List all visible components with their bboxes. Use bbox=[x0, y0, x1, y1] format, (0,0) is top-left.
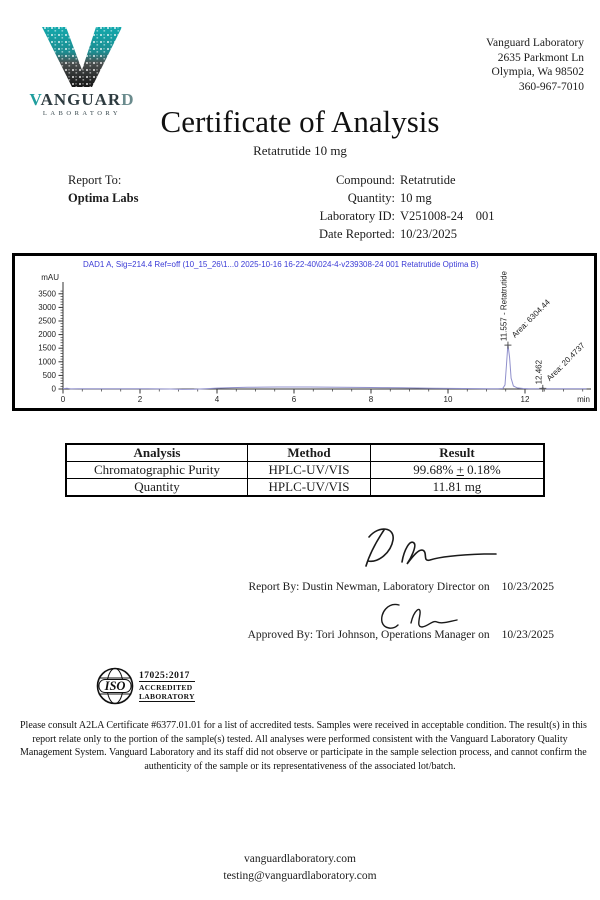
report-by-date: 10/23/2025 bbox=[501, 581, 554, 593]
info-label: Compound: bbox=[335, 173, 395, 187]
info-row-date bbox=[270, 225, 494, 243]
table-row bbox=[66, 462, 544, 479]
svg-text:4: 4 bbox=[214, 395, 220, 404]
peak-annotations bbox=[499, 270, 587, 391]
disclaimer-line: Management System. Vanguard Laboratory and its staff did not observe or participate in the sample selection process, and cannot confirm the bbox=[20, 747, 587, 759]
report-by-line bbox=[248, 581, 554, 593]
address-line: 2635 Parkmont Ln bbox=[497, 51, 584, 64]
disclaimer-line: authenticity of the sample or its representativeness of the associated lot/batch. bbox=[144, 760, 456, 772]
signal-trace bbox=[63, 344, 587, 389]
report-to-block bbox=[68, 171, 139, 207]
iso-accredited-label: ACCREDITED bbox=[139, 682, 193, 692]
svg-text:12: 12 bbox=[520, 395, 530, 404]
logo-letters: ANGUAR bbox=[40, 90, 122, 109]
svg-text:1000: 1000 bbox=[38, 357, 56, 367]
logo-sub-label: LABORATORY bbox=[42, 110, 122, 117]
svg-text:2500: 2500 bbox=[38, 316, 56, 326]
report-signature bbox=[352, 520, 502, 574]
results-table bbox=[65, 443, 545, 497]
info-label: Quantity: bbox=[347, 191, 395, 205]
footer-email: testing@vanguardlaboratory.com bbox=[223, 869, 377, 882]
cell-result: 11.81 mg bbox=[371, 479, 545, 497]
info-row-compound bbox=[270, 171, 494, 189]
svg-text:500: 500 bbox=[42, 370, 56, 380]
page-subtitle: Retatrutide 10 mg bbox=[253, 143, 347, 158]
col-header-analysis: Analysis bbox=[66, 444, 248, 462]
svg-text:2: 2 bbox=[137, 395, 143, 404]
info-label: Laboratory ID: bbox=[319, 209, 395, 223]
approved-by-line bbox=[248, 629, 554, 641]
sample-info bbox=[270, 171, 494, 243]
svg-text:0: 0 bbox=[60, 395, 66, 404]
peak-retention-label: 11.557 - Retatrutide bbox=[499, 270, 509, 342]
lab-address bbox=[486, 36, 584, 94]
iso-laboratory-label: LABORATORY bbox=[139, 691, 195, 701]
info-value: 10/23/2025 bbox=[400, 227, 457, 241]
cell-method: HPLC-UV/VIS bbox=[248, 462, 371, 479]
svg-text:2000: 2000 bbox=[38, 330, 56, 340]
info-row-quantity bbox=[270, 189, 494, 207]
table-header-row bbox=[66, 444, 544, 462]
svg-text:8: 8 bbox=[368, 395, 374, 404]
svg-text:0: 0 bbox=[51, 384, 56, 394]
address-line: Olympia, Wa 98502 bbox=[491, 66, 584, 78]
iso-globe-icon bbox=[95, 666, 135, 706]
table-row bbox=[66, 479, 544, 497]
disclaimer bbox=[20, 719, 587, 773]
cell-analysis: Chromatographic Purity bbox=[66, 462, 248, 479]
chromatogram-plot bbox=[15, 256, 594, 408]
col-header-method: Method bbox=[248, 444, 371, 462]
info-label: Date Reported: bbox=[318, 227, 395, 241]
approved-by-date: 10/23/2025 bbox=[501, 629, 554, 641]
report-to-label: Report To: bbox=[68, 173, 122, 187]
svg-text:ISO: ISO bbox=[104, 679, 126, 693]
cell-method: HPLC-UV/VIS bbox=[248, 479, 371, 497]
approved-by-text: Approved By: Tori Johnson, Operations Manager on bbox=[247, 629, 490, 641]
svg-text:1500: 1500 bbox=[38, 343, 56, 353]
x-axis-label: min bbox=[577, 395, 590, 404]
chromatogram-box bbox=[12, 253, 597, 411]
iso-standard: 17025:2017 bbox=[139, 671, 195, 682]
svg-text:3500: 3500 bbox=[38, 289, 56, 299]
info-value: Retatrutide bbox=[400, 173, 456, 187]
result-tolerance: 0.18% bbox=[463, 462, 501, 477]
address-phone: 360-967-7010 bbox=[518, 80, 584, 93]
report-by-text: Report By: Dustin Newman, Laboratory Director on bbox=[248, 581, 490, 593]
col-header-result: Result bbox=[371, 444, 545, 462]
result-value: 99.68% bbox=[413, 462, 457, 477]
peak-retention-label: 12.462 bbox=[534, 359, 544, 385]
cell-result bbox=[371, 462, 545, 479]
footer bbox=[0, 851, 600, 884]
svg-text:3000: 3000 bbox=[38, 302, 56, 312]
iso-text-block bbox=[139, 671, 195, 702]
logo-letter-d: D bbox=[121, 90, 135, 109]
y-axis-label: mAU bbox=[41, 273, 59, 282]
chromatogram-header: DAD1 A, Sig=214.4 Ref=off (10_15_26\1...0 2025-10-16 16-22-40\024-4-v239308-24 001 Retatrutide Optima B) bbox=[83, 260, 479, 269]
info-value: V251008-24 001 bbox=[400, 209, 495, 223]
cell-analysis: Quantity bbox=[66, 479, 248, 497]
disclaimer-line: report relate only to the portion of the sample(s) tested. All analyses were performed consistent with the Vanguard Laboratory Quality bbox=[32, 733, 568, 745]
peak-marker bbox=[504, 342, 511, 349]
svg-text:6: 6 bbox=[291, 395, 297, 404]
logo-v-icon bbox=[36, 26, 128, 88]
info-row-lab-id bbox=[270, 207, 494, 225]
peak-marker bbox=[539, 385, 546, 392]
info-value: 10 mg bbox=[400, 191, 432, 205]
footer-website: vanguardlaboratory.com bbox=[244, 853, 356, 865]
peak-area-label: Area: 6304.44 bbox=[509, 297, 552, 340]
plus-minus: + bbox=[456, 462, 464, 477]
iso-accreditation-logo bbox=[95, 666, 195, 706]
report-to-name: Optima Labs bbox=[68, 191, 139, 205]
svg-text:10: 10 bbox=[443, 395, 453, 404]
page-title: Certificate of Analysis bbox=[160, 104, 440, 139]
logo-letter-v: V bbox=[29, 90, 41, 109]
address-line: Vanguard Laboratory bbox=[485, 37, 584, 49]
peak-area-label: Area: 20.4737 bbox=[544, 340, 587, 383]
disclaimer-line: Please consult A2LA Certificate #6377.01.01 for a list of accredited tests. Samples were received in acceptable condition. The result(s) in this bbox=[20, 720, 587, 731]
